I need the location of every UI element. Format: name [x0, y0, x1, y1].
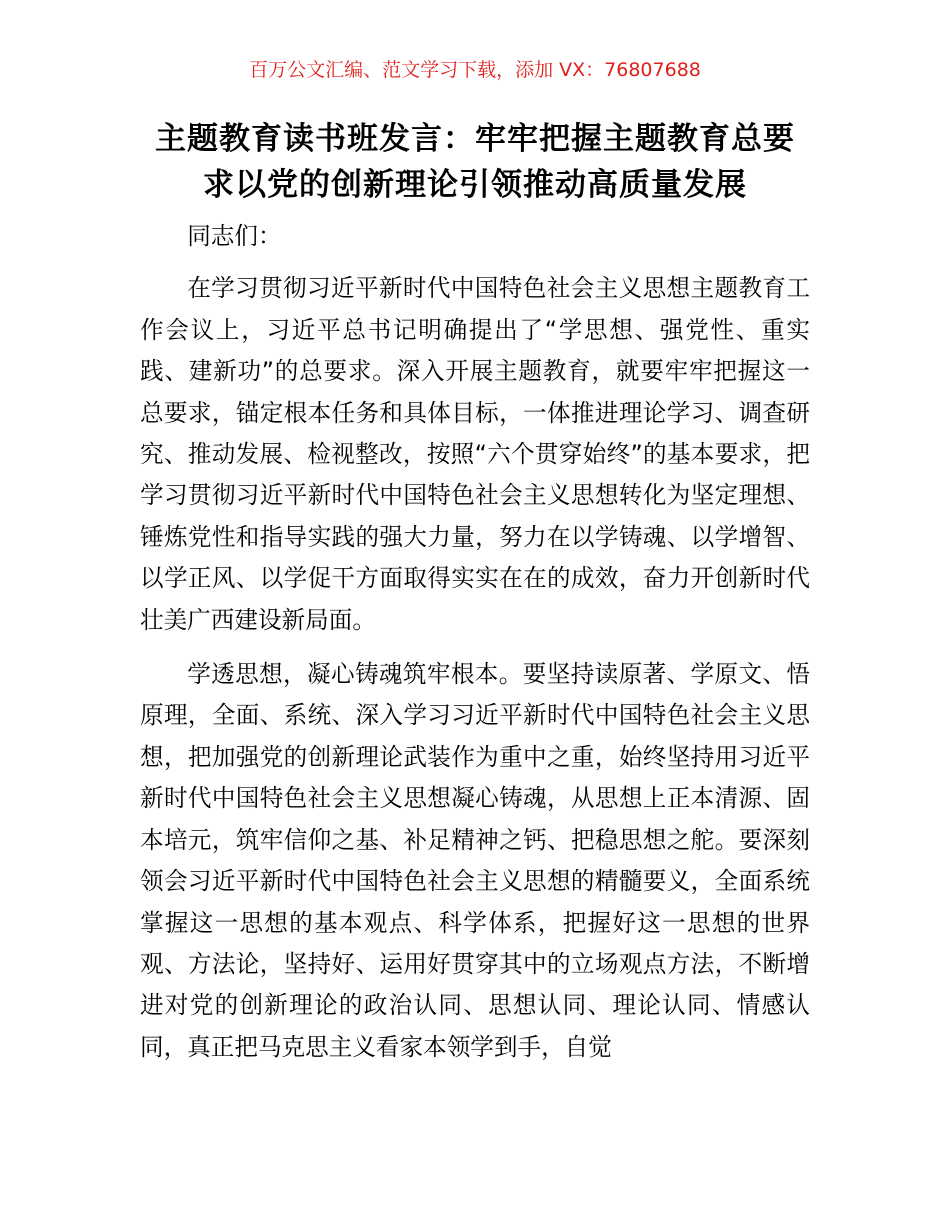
- document-body: [140, 216, 810, 1081]
- paragraph-intro: 在学习贯彻习近平新时代中国特色社会主义思想主题教育工作会议上，习近平总书记明确提出了“学思想、强党性、重实践、建新功”的总要求。深入开展主题教育，就要牢牢把握这一总要求，锚定根本任务和具体目标，一体推进理论学习、调查研究、推动发展、检视整改，按照“六个贯穿始终”的基本要求，把学习贯彻习近平新时代中国特色社会主义思想转化为坚定理想、锤炼党性和指导实践的强大力量，努力在以学铸魂、以学增智、以学正风、以学促干方面取得实实在在的成效，奋力开创新时代壮美广西建设新局面。: [140, 274, 810, 634]
- header-contact-note: 百万公文汇编、范文学习下载，添加 VX：76807688: [249, 59, 701, 81]
- paragraph-study-thought: 学透思想，凝心铸魂筑牢根本。要坚持读原著、学原文、悟原理，全面、系统、深入学习习近平新时代中国特色社会主义思想，把加强党的创新理论武装作为重中之重，始终坚持用习近平新时代中国特色社会主义思想凝心铸魂，从思想上正本清源、固本培元，筑牢信仰之基、补足精神之钙、把稳思想之舵。要深刻领会习近平新时代中国特色社会主义思想的精髓要义，全面系统掌握这一思想的基本观点、科学体系，把握好这一思想的世界观、方法论，坚持好、运用好贯穿其中的立场观点方法，不断增进对党的创新理论的政治认同、思想认同、理论认同、情感认同，真正把马克思主义看家本领学到手，自觉: [140, 660, 810, 1061]
- title-line-1: 主题教育读书班发言：牢牢把握主题教育总要: [155, 121, 795, 157]
- page-title: [120, 116, 830, 208]
- title-line-2: 求以党的创新理论引领推动高质量发展: [203, 167, 747, 203]
- salutation: 同志们：: [187, 222, 282, 250]
